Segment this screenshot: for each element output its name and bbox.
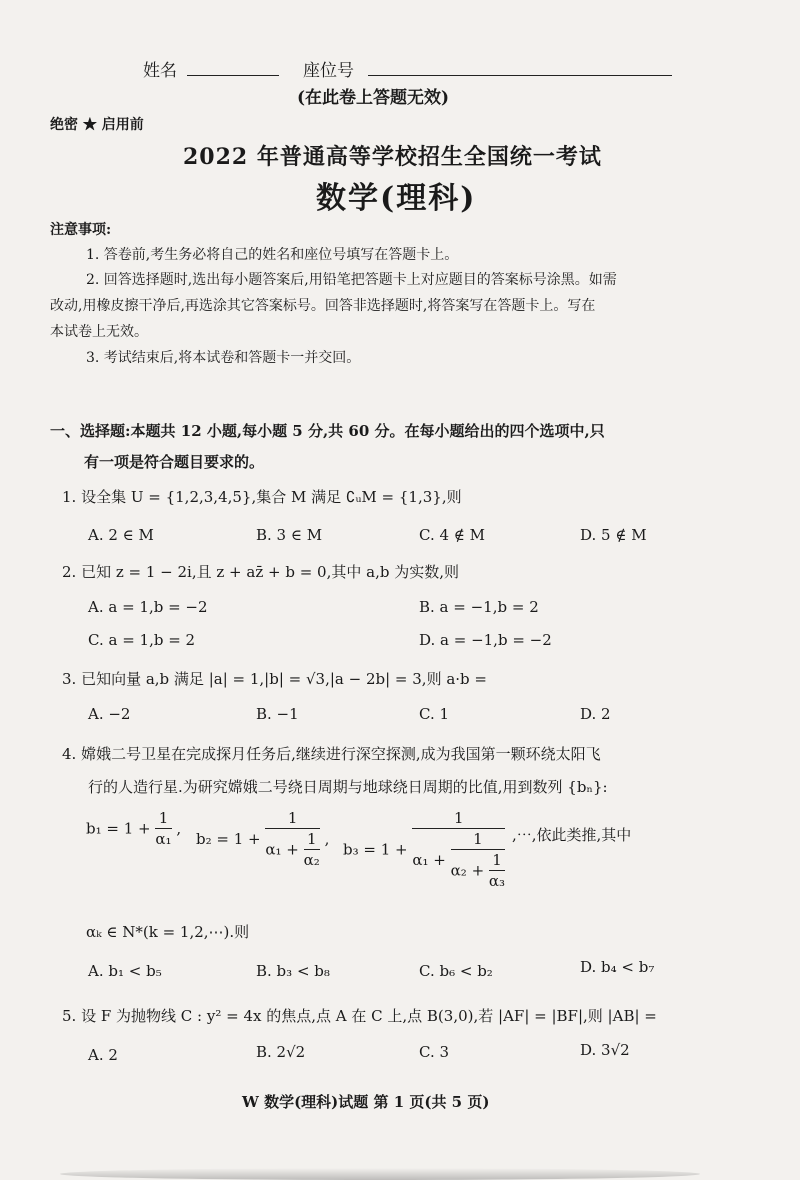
- q4-line1: 4. 嫦娥二号卫星在完成探月任务后,继续进行深空探测,成为我国第一颗环绕太阳飞: [62, 745, 601, 763]
- note-1: 1. 答卷前,考生务必将自己的姓名和座位号填写在答题卡上。: [86, 247, 459, 263]
- q4-b3-mid-num: 1: [451, 829, 505, 850]
- q4-b3-mid-fraction: [451, 829, 505, 891]
- q4-b2-inner-fraction: [304, 829, 320, 870]
- q4-b1-num: 1: [155, 808, 171, 829]
- notes-heading: 注意事项:: [50, 222, 112, 238]
- q4-b2-comma: ,: [324, 830, 330, 848]
- section1-line2: 有一项是符合题目要求的。: [84, 453, 265, 471]
- secret-mark: 绝密 ★ 启用前: [50, 117, 144, 133]
- q2-option-a: A. a = 1,b = −2: [88, 598, 208, 616]
- q5-option-c: C. 3: [419, 1043, 450, 1061]
- seat-label: 座位号: [303, 61, 354, 81]
- q4-formula-tail: ,⋯,依此类推,其中: [512, 826, 632, 844]
- paper-edge-shadow: [60, 1168, 700, 1180]
- q4-b1-prefix: b₁ = 1 +: [86, 819, 151, 838]
- q4-b2-inner-num: 1: [304, 829, 320, 850]
- q4-line2: 行的人造行星.为研究嫦娥二号绕日周期与地球绕日周期的比值,用到数列 {bₙ}:: [88, 778, 608, 796]
- q4-b2-formula: [196, 808, 329, 870]
- seat-blank-line: [368, 57, 672, 76]
- q3-option-b: B. −1: [256, 705, 299, 723]
- q4-option-d: D. b₄ < b₇: [580, 958, 655, 976]
- q4-b2-fraction: [265, 808, 319, 870]
- q4-b3-num: 1: [412, 808, 505, 829]
- q2-option-c: C. a = 1,b = 2: [88, 631, 196, 649]
- note-2-line-2: 改动,用橡皮擦干净后,再选涂其它答案标号。回答非选择题时,将答案写在答题卡上。写在: [50, 298, 596, 314]
- q4-option-a: A. b₁ < b₅: [88, 962, 162, 980]
- q4-b3-den: [412, 829, 505, 891]
- q3-option-a: A. −2: [88, 705, 131, 723]
- q4-b3-formula: [343, 808, 505, 891]
- q1-stem: 1. 设全集 U = {1,2,3,4,5},集合 M 满足 ∁ᵤM = {1,3},则: [62, 488, 462, 506]
- q4-b3-inner-fraction: [489, 850, 505, 891]
- q3-stem: 3. 已知向量 a,b 满足 |a| = 1,|b| = √3,|a − 2b| = 3,则 a·b =: [62, 670, 487, 688]
- q4-b2-num: 1: [265, 808, 319, 829]
- note-3: 3. 考试结束后,将本试卷和答题卡一并交回。: [86, 350, 361, 366]
- q4-b2-den: [265, 829, 319, 870]
- q2-option-d: D. a = −1,b = −2: [419, 631, 552, 649]
- q4-b2-prefix: b₂ = 1 +: [196, 830, 261, 848]
- q4-b3-fraction: [412, 808, 505, 891]
- q4-b1-comma: ,: [176, 819, 182, 838]
- name-label: 姓名: [143, 61, 177, 81]
- q5-option-d: D. 3√2: [580, 1041, 630, 1059]
- q2-stem: 2. 已知 z = 1 − 2i,且 z + az̄ + b = 0,其中 a,b 为实数,则: [62, 563, 459, 581]
- q4-condition: αₖ ∈ N*(k = 1,2,⋯).则: [86, 923, 250, 941]
- q2-option-b: B. a = −1,b = 2: [419, 598, 539, 616]
- q4-b1-den: α₁: [155, 830, 172, 848]
- q1-option-d: D. 5 ∉ M: [580, 526, 647, 544]
- q4-b2-den-alpha1: α₁ +: [265, 840, 299, 859]
- q1-option-a: A. 2 ∈ M: [88, 526, 154, 544]
- exam-title: 2022 年普通高等学校招生全国统一考试: [183, 144, 602, 170]
- name-blank-line: [187, 57, 279, 76]
- q3-option-c: C. 1: [419, 705, 450, 723]
- q5-option-a: A. 2: [88, 1046, 118, 1064]
- q1-option-b: B. 3 ∈ M: [256, 526, 323, 544]
- q4-b3-inner-num: 1: [489, 850, 505, 871]
- q3-option-d: D. 2: [580, 705, 611, 723]
- q4-b3-prefix: b₃ = 1 +: [343, 840, 408, 859]
- q4-b3-inner-den: α₃: [488, 872, 506, 890]
- q4-option-c: C. b₆ < b₂: [419, 962, 493, 980]
- q5-stem: 5. 设 F 为抛物线 C : y² = 4x 的焦点,点 A 在 C 上,点 B(3,0),若 |AF| = |BF|,则 |AB| =: [62, 1007, 657, 1025]
- q4-b2-inner-den: α₂: [303, 851, 320, 869]
- q1-option-c: C. 4 ∉ M: [419, 526, 486, 544]
- note-2-line-3: 本试卷上无效。: [50, 324, 148, 340]
- q4-b3-mid-den: [451, 850, 505, 891]
- note-2-line-1: 2. 回答选择题时,选出每小题答案后,用铅笔把答题卡上对应题目的答案标号涂黑。如需: [86, 272, 617, 288]
- q4-b3-mid-alpha2: α₂ +: [450, 861, 485, 880]
- section1-line1: 一、选择题:本题共 12 小题,每小题 5 分,共 60 分。在每小题给出的四个选项中,只: [50, 422, 605, 440]
- invalid-note: (在此卷上答题无效): [297, 88, 450, 108]
- subject-title: 数学(理科): [316, 181, 477, 216]
- q4-b3-den-alpha1: α₁ +: [412, 851, 446, 869]
- q4-b1-formula: [86, 808, 181, 849]
- page-footer: W 数学(理科)试题 第 1 页(共 5 页): [242, 1093, 490, 1111]
- q5-option-b: B. 2√2: [256, 1043, 306, 1061]
- q4-b1-fraction: [155, 808, 171, 849]
- q4-option-b: B. b₃ < b₈: [256, 962, 330, 980]
